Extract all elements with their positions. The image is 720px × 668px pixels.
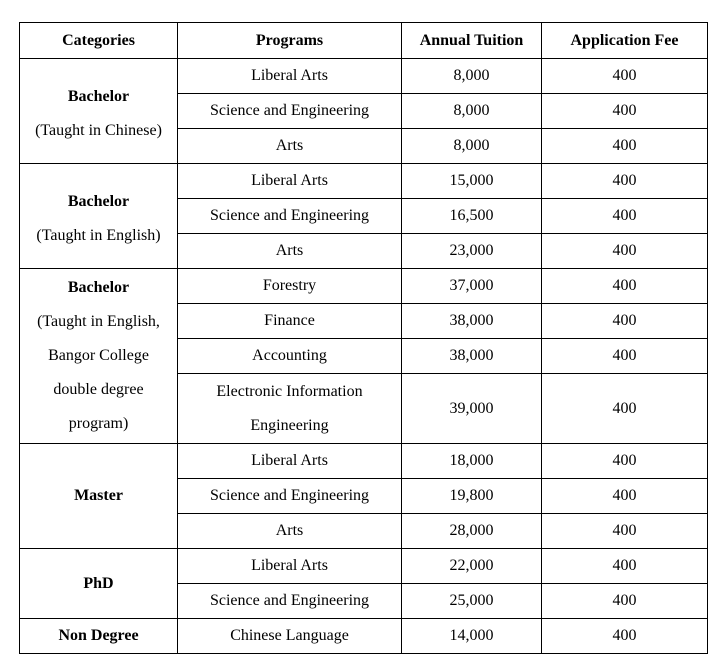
table-row: [20, 549, 708, 584]
program-cell: Liberal Arts: [178, 549, 402, 584]
fee-cell: 400: [542, 94, 708, 129]
tuition-cell: 38,000: [402, 339, 542, 374]
table-row: [20, 164, 708, 199]
program-cell: Science and Engineering: [178, 584, 402, 619]
fee-cell: 400: [542, 479, 708, 514]
tuition-cell: 28,000: [402, 514, 542, 549]
category-subtitle: Bangor College: [48, 347, 149, 364]
fee-cell: 400: [542, 514, 708, 549]
category-subtitle: double degree: [53, 381, 144, 398]
tuition-cell: 38,000: [402, 304, 542, 339]
tuition-cell: 8,000: [402, 59, 542, 94]
program-line: Electronic Information: [216, 382, 363, 400]
fee-cell: 400: [542, 304, 708, 339]
tuition-cell: 37,000: [402, 269, 542, 304]
tuition-cell: 25,000: [402, 584, 542, 619]
fee-cell: 400: [542, 199, 708, 234]
fee-cell: 400: [542, 584, 708, 619]
table-row: [20, 59, 708, 94]
fee-cell: 400: [542, 129, 708, 164]
category-subtitle: program): [68, 415, 129, 432]
program-cell: Liberal Arts: [178, 164, 402, 199]
category-cell: [20, 59, 178, 164]
program-cell: Accounting: [178, 339, 402, 374]
program-cell: Arts: [178, 129, 402, 164]
header-application-fee: Application Fee: [542, 23, 708, 59]
tuition-cell: 39,000: [402, 374, 542, 444]
tuition-cell: 19,800: [402, 479, 542, 514]
tuition-cell: 18,000: [402, 444, 542, 479]
category-cell: Non Degree: [20, 619, 178, 654]
program-cell: Liberal Arts: [178, 444, 402, 479]
fee-cell: 400: [542, 549, 708, 584]
table-row: [20, 269, 708, 304]
program-cell: Science and Engineering: [178, 479, 402, 514]
fee-cell: 400: [542, 59, 708, 94]
tuition-cell: 14,000: [402, 619, 542, 654]
header-annual-tuition: Annual Tuition: [402, 23, 542, 59]
category-subtitle: (Taught in English): [36, 227, 161, 244]
program-cell: Science and Engineering: [178, 94, 402, 129]
program-cell: Chinese Language: [178, 619, 402, 654]
program-cell: Liberal Arts: [178, 59, 402, 94]
fee-cell: 400: [542, 619, 708, 654]
tuition-table: [19, 22, 708, 654]
tuition-cell: 8,000: [402, 129, 542, 164]
header-categories: Categories: [20, 23, 178, 59]
table-row: [20, 444, 708, 479]
category-cell: [20, 164, 178, 269]
fee-cell: 400: [542, 234, 708, 269]
fee-cell: 400: [542, 374, 708, 444]
tuition-cell: 15,000: [402, 164, 542, 199]
fee-cell: 400: [542, 339, 708, 374]
program-cell: Arts: [178, 234, 402, 269]
fee-cell: 400: [542, 444, 708, 479]
program-cell: Science and Engineering: [178, 199, 402, 234]
category-name: Bachelor: [67, 193, 130, 210]
program-cell: [178, 374, 402, 444]
program-cell: Arts: [178, 514, 402, 549]
category-subtitle: (Taught in English,: [37, 313, 160, 330]
tuition-cell: 16,500: [402, 199, 542, 234]
tuition-cell: 8,000: [402, 94, 542, 129]
header-programs: Programs: [178, 23, 402, 59]
fee-cell: 400: [542, 269, 708, 304]
tuition-cell: 22,000: [402, 549, 542, 584]
category-cell: [20, 269, 178, 444]
category-name: Bachelor: [67, 88, 130, 105]
fee-cell: 400: [542, 164, 708, 199]
category-subtitle: (Taught in Chinese): [35, 122, 162, 139]
program-line: Engineering: [250, 416, 329, 434]
tuition-cell: 23,000: [402, 234, 542, 269]
program-cell: Finance: [178, 304, 402, 339]
category-cell: PhD: [20, 549, 178, 619]
header-row: [20, 23, 708, 59]
category-name: Bachelor: [67, 279, 130, 296]
program-cell: Forestry: [178, 269, 402, 304]
table-row: [20, 619, 708, 654]
category-cell: Master: [20, 444, 178, 549]
